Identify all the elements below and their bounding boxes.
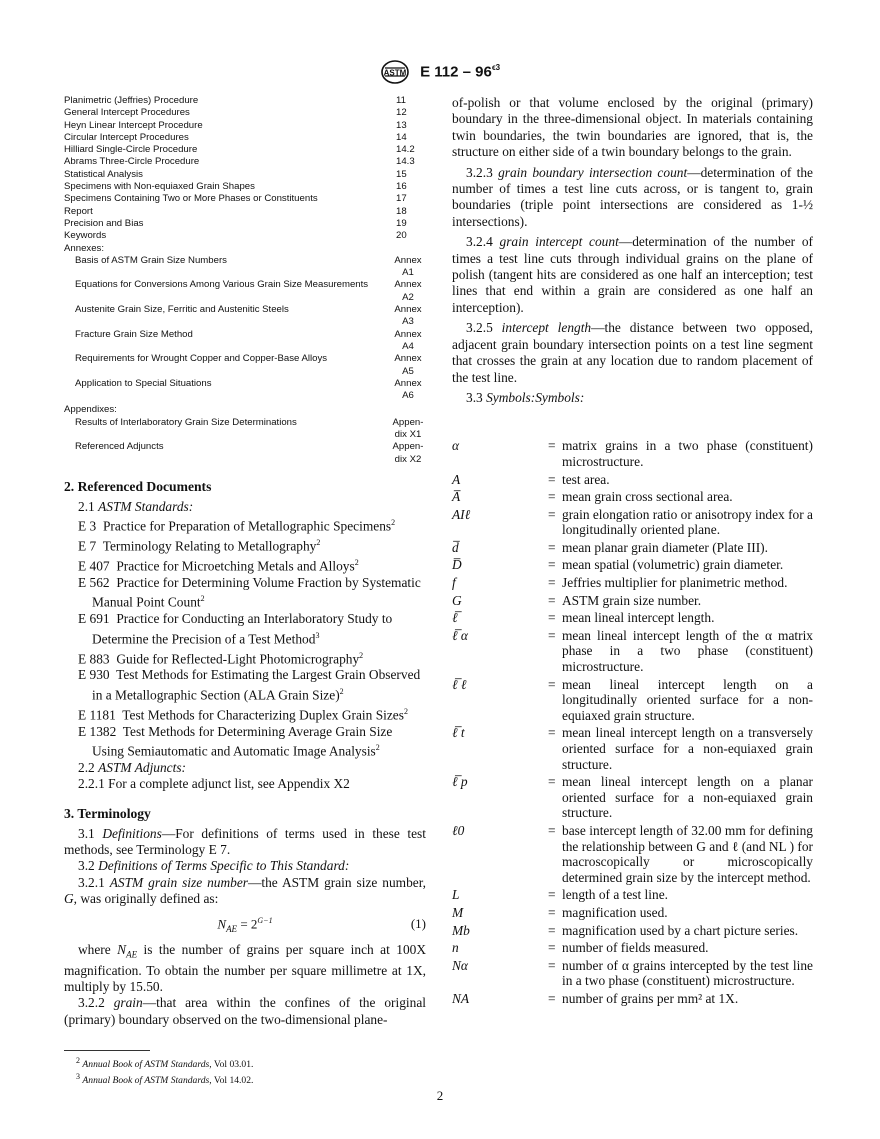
symbol-definition: number of α grains intercepted by the test line in a two phase (constituent) microstructure. xyxy=(562,957,813,989)
toc-annex-number xyxy=(390,304,426,329)
toc-title: Heyn Linear Intercept Procedure xyxy=(64,119,203,131)
equals-sign: = xyxy=(548,940,556,956)
equals-sign: = xyxy=(548,575,556,591)
para-3-2-1: 3.2.1 ASTM grain size number—the ASTM grain size number, G, was originally defined as: xyxy=(64,874,426,907)
symbol-definition: grain elongation ratio or anisotropy index for a longitudinally oriented plane. xyxy=(562,506,814,538)
reference-code: E 7 xyxy=(78,538,97,554)
reference-title: Terminology Relating to Metallography xyxy=(102,538,317,554)
toc-annex-num-line1: Annex xyxy=(394,328,422,340)
reference-footnote-mark: 3 xyxy=(315,630,320,640)
equals-sign: = xyxy=(548,887,556,903)
toc-row xyxy=(64,181,426,193)
symbol: AIℓ xyxy=(452,506,471,522)
astm-logo-icon xyxy=(380,60,410,84)
left-column xyxy=(64,95,426,1087)
toc-annex-title: Requirements for Wrought Copper and Copper-Base Alloys xyxy=(75,353,328,365)
equals-sign: = xyxy=(548,904,556,920)
toc-annex-row xyxy=(64,378,426,403)
reference-item xyxy=(64,535,426,555)
reference-item xyxy=(64,724,426,760)
toc-number: 17 xyxy=(396,193,407,205)
symbol: ℓ0 xyxy=(452,822,465,838)
toc-number: 16 xyxy=(396,181,407,193)
equals-sign: = xyxy=(548,774,556,790)
toc-title: Statistical Analysis xyxy=(64,168,143,180)
reference-title: Test Methods for Determining Average Grain Size Using Semiautomatic and Automatic Image Analysis xyxy=(92,723,393,759)
toc-title: Keywords xyxy=(64,230,107,242)
reference-item xyxy=(64,515,426,535)
toc-row xyxy=(64,120,426,132)
toc-row xyxy=(64,193,426,205)
toc-title: Report xyxy=(64,205,93,217)
symbol-definition: number of fields measured. xyxy=(562,940,709,956)
toc-annex-number xyxy=(390,353,426,378)
reference-footnote-mark: 2 xyxy=(403,706,408,716)
symbol-definition: magnification used. xyxy=(562,904,668,920)
toc-number: 13 xyxy=(396,119,407,131)
equals-sign: = xyxy=(548,957,556,973)
symbol: L xyxy=(452,887,460,903)
reference-footnote-mark: 2 xyxy=(200,594,205,604)
reference-item xyxy=(64,555,426,575)
reference-footnote-mark: 2 xyxy=(354,558,359,568)
symbol-definition: mean planar grain diameter (Plate III). xyxy=(562,539,768,555)
equals-sign: = xyxy=(548,822,556,838)
reference-title: Practice for Determining Volume Fraction by Systematic Manual Point Count xyxy=(92,574,421,610)
reference-item xyxy=(64,704,426,724)
toc-appendix-number xyxy=(390,417,426,442)
reference-item xyxy=(64,575,426,611)
toc-number: 11 xyxy=(396,95,406,106)
toc-appendix-num-line1: Appen- xyxy=(392,441,424,453)
symbol-definition: mean lineal intercept length on a planar oriented surface for a non-equiaxed grain structure. xyxy=(562,774,813,821)
toc-row xyxy=(64,169,426,181)
toc-number: 15 xyxy=(396,168,407,180)
toc-number: 14.3 xyxy=(396,156,415,168)
toc-appendix-title: Referenced Adjuncts xyxy=(75,441,164,453)
toc-number: 18 xyxy=(396,205,407,217)
toc-number: 19 xyxy=(396,217,407,229)
footnote-2: $^2$ Annual Book of ASTM Standards, Vol 03.01. xyxy=(76,1056,254,1071)
toc-annex-num-line1: Annex xyxy=(394,377,422,389)
para-3-3: 3.3 Symbols:Symbols: xyxy=(466,389,585,405)
equals-sign: = xyxy=(548,725,556,741)
toc-annex-number xyxy=(390,378,426,403)
table-of-contents xyxy=(64,95,426,466)
equals-sign: = xyxy=(548,557,556,573)
section-2-2: 2.2 ASTM Adjuncts: xyxy=(78,759,187,775)
toc-annex-title: Basis of ASTM Grain Size Numbers xyxy=(75,254,227,266)
toc-appendixes-label: Appendixes: xyxy=(64,404,117,416)
toc-appendix-num-line2: dix X2 xyxy=(394,453,422,465)
page-header xyxy=(0,60,880,84)
symbol-definition: length of a test line. xyxy=(562,887,668,903)
toc-annex-row xyxy=(64,279,426,304)
reference-item xyxy=(64,648,426,668)
section-2-2-1: 2.2.1 For a complete adjunct list, see Appendix X2 xyxy=(78,776,350,792)
toc-appendix-row xyxy=(64,441,426,466)
symbol-definition: mean lineal intercept length on a longitudinally oriented surface for a non-equiaxed grain structure. xyxy=(562,676,813,723)
symbols-table xyxy=(452,438,813,1008)
para-where: where $N_{AE}$ is the number of grains per square inch at 100X magnification. To obtain the number per square millimetre at 1X, multiply by 15.50. xyxy=(64,941,427,995)
toc-annex-num-line2: A6 xyxy=(402,390,414,402)
toc-appendix-num-line2: dix X1 xyxy=(394,429,422,441)
reference-footnote-mark: 2 xyxy=(391,518,396,528)
symbol: Nα xyxy=(452,957,468,973)
equals-sign: = xyxy=(548,539,556,555)
symbol: ℓ̅ ℓ xyxy=(452,676,467,692)
toc-title: Abrams Three-Circle Procedure xyxy=(64,156,200,168)
toc-annex-number xyxy=(390,329,426,354)
toc-annex-row xyxy=(64,304,426,329)
equals-sign: = xyxy=(548,506,556,522)
toc-annex-row xyxy=(64,353,426,378)
toc-row xyxy=(64,218,426,230)
toc-title: Specimens Containing Two or More Phases or Constituents xyxy=(64,193,318,205)
symbol-definition: base intercept length of 32.00 mm for defining the relationship between G and ℓ (and NL ) for macroscopically or microscopically determined grain size by the intercept method. xyxy=(562,822,813,885)
toc-row xyxy=(64,230,426,242)
reference-list xyxy=(64,515,426,760)
para-3-1: 3.1 Definitions—For definitions of terms used in these test methods, see Terminology E 7. xyxy=(64,825,426,858)
symbol: ℓ̅ α xyxy=(452,627,468,643)
symbol: A̅ xyxy=(452,489,461,505)
equals-sign: = xyxy=(548,471,556,487)
para-3-2-2: 3.2.2 grain—that area within the confines of the original (primary) boundary observed on the two-dimensional plane- xyxy=(64,995,426,1027)
symbol-definition: number of grains per mm² at 1X. xyxy=(562,990,739,1006)
reference-title: Test Methods for Estimating the Largest Grain Observed in a Metallographic Section (ALA Grain Size) xyxy=(92,667,421,703)
toc-annex-num-line2: A4 xyxy=(402,340,414,352)
symbol: ℓ̅ t xyxy=(452,725,465,741)
toc-appendix-number xyxy=(390,441,426,466)
toc-number: 14 xyxy=(396,131,407,143)
toc-appendix-num-line1: Appen- xyxy=(392,416,424,428)
symbol-definition: mean spatial (volumetric) grain diameter. xyxy=(562,557,784,573)
toc-title: General Intercept Procedures xyxy=(64,107,190,119)
toc-row xyxy=(64,156,426,168)
symbol-definition: magnification used by a chart picture series. xyxy=(562,922,799,938)
reference-footnote-mark: 2 xyxy=(339,686,344,696)
reference-code: E 883 xyxy=(78,650,110,666)
symbol: D̅ xyxy=(452,557,462,573)
equals-sign: = xyxy=(548,990,556,1006)
toc-number: 12 xyxy=(396,107,407,119)
equation-number: (1) xyxy=(410,915,426,931)
page-number: 2 xyxy=(436,1088,444,1103)
equals-sign: = xyxy=(548,922,556,938)
symbol-definition: test area. xyxy=(562,471,610,487)
toc-title: Hilliard Single-Circle Procedure xyxy=(64,144,198,156)
symbol-definition: mean lineal intercept length of the α matrix phase in a two phase (constituent) microstructure. xyxy=(562,627,813,675)
footnote-3: $^3$ Annual Book of ASTM Standards, Vol 14.02. xyxy=(76,1072,254,1087)
reference-item xyxy=(64,611,426,647)
para-3-2-4: 3.2.4 grain intercept count—determination of the number of times a test line cuts through individual grains on the plane of polish (tangent hits are considered as one half an interception; test lines that end within a grain are considered as one half an interception). xyxy=(452,234,813,315)
footnote-rule xyxy=(64,1050,150,1051)
symbol: f xyxy=(452,575,456,591)
para-3-2-5: 3.2.5 intercept length—the distance between two opposed, adjacent grain boundary intersection points on a test line segment that crosses the grain at any location due to random placement of the test line. xyxy=(452,320,813,385)
symbol-definition: mean lineal intercept length on a transversely oriented surface for a non-equiaxed grain structure. xyxy=(562,725,813,772)
reference-code: E 562 xyxy=(78,574,110,590)
toc-annex-num-line1: Annex xyxy=(394,279,422,291)
toc-row xyxy=(64,95,426,107)
reference-code: E 1181 xyxy=(78,707,116,723)
symbol: G xyxy=(452,592,462,608)
symbol: NA xyxy=(452,990,470,1006)
para-3-2-2-cont: of-polish or that volume enclosed by the original (primary) boundary in the three-dimensional object. In materials containing twin boundaries, the twin boundaries are ignored, that is, the structure on either side of a twin boundary belongs to the grain. xyxy=(452,95,813,160)
symbol: α xyxy=(452,438,460,454)
equals-sign: = xyxy=(548,676,556,692)
toc-title: Circular Intercept Procedures xyxy=(64,131,189,143)
reference-code: E 1382 xyxy=(78,723,117,739)
epsilon-note: ϵ3 xyxy=(491,62,501,72)
symbol-definition: Jeffries multiplier for planimetric method. xyxy=(562,575,788,591)
reference-code: E 930 xyxy=(78,667,110,683)
right-column xyxy=(452,95,813,1009)
toc-number: 20 xyxy=(396,230,407,242)
equals-sign: = xyxy=(548,627,556,643)
reference-footnote-mark: 2 xyxy=(359,650,364,660)
reference-title: Guide for Reflected-Light Photomicrography xyxy=(116,650,360,666)
toc-annex-row xyxy=(64,255,426,280)
reference-footnote-mark: 2 xyxy=(316,538,321,548)
equals-sign: = xyxy=(548,592,556,608)
section-3-heading: 3. Terminology xyxy=(64,805,151,821)
toc-annex-title: Application to Special Situations xyxy=(75,377,212,389)
toc-annexes-label: Annexes: xyxy=(64,242,105,254)
symbol: Mb xyxy=(452,922,470,938)
symbol: ℓ̅ p xyxy=(452,774,468,790)
equals-sign: = xyxy=(548,489,556,505)
symbol: d̅ xyxy=(452,539,459,555)
symbol: M xyxy=(452,904,464,920)
toc-annex-title: Fracture Grain Size Method xyxy=(75,328,193,340)
toc-title: Precision and Bias xyxy=(64,217,144,229)
reference-footnote-mark: 2 xyxy=(375,742,380,752)
reference-code: E 407 xyxy=(78,558,110,574)
toc-appendix-title: Results of Interlaboratory Grain Size Determinations xyxy=(75,416,297,428)
symbol: A xyxy=(452,471,461,487)
equation-1: $N_{AE} = 2^{G-1}$ (1) xyxy=(217,915,426,934)
symbol: ℓ̅ xyxy=(452,610,458,626)
toc-number: 14.2 xyxy=(396,144,415,156)
section-2-heading: 2. Referenced Documents xyxy=(64,478,212,494)
reference-code: E 691 xyxy=(78,611,110,627)
symbol-definition: matrix grains in a two phase (constituent) microstructure. xyxy=(562,438,813,469)
toc-annex-title: Equations for Conversions Among Various Grain Size Measurements xyxy=(75,279,369,291)
toc-annex-num-line2: A1 xyxy=(402,267,414,279)
reference-title: Test Methods for Characterizing Duplex Grain Sizes xyxy=(122,707,404,723)
toc-annex-num-line2: A5 xyxy=(402,365,414,377)
toc-row xyxy=(64,206,426,218)
toc-appendix-row xyxy=(64,417,426,442)
toc-annex-num-line2: A3 xyxy=(402,316,414,328)
equals-sign: = xyxy=(548,438,556,454)
symbol-definition: mean grain cross sectional area. xyxy=(562,489,733,505)
section-2-1: 2.1 ASTM Standards: xyxy=(78,498,194,514)
equals-sign: = xyxy=(548,610,556,626)
toc-annex-num-line2: A2 xyxy=(402,291,414,303)
toc-row xyxy=(64,132,426,144)
symbol-definition: mean lineal intercept length. xyxy=(562,610,715,626)
symbol: n xyxy=(452,940,459,956)
reference-code: E 3 xyxy=(78,518,97,534)
toc-annex-number xyxy=(390,279,426,304)
para-3-2: 3.2 Definitions of Terms Specific to This Standard: xyxy=(78,858,350,874)
toc-row xyxy=(64,107,426,119)
toc-annex-num-line1: Annex xyxy=(394,304,422,316)
reference-item xyxy=(64,667,426,703)
toc-annex-row xyxy=(64,329,426,354)
symbol-definition: ASTM grain size number. xyxy=(562,592,702,608)
para-3-2-3: 3.2.3 grain boundary intersection count—determination of the number of times a test line cuts across, or is tangent to, grain boundaries (triple point intersections are considered as 1-½ intersections). xyxy=(452,164,813,229)
toc-row xyxy=(64,144,426,156)
reference-title: Practice for Preparation of Metallographic Specimens xyxy=(102,518,392,534)
toc-title: Specimens with Non-equiaxed Grain Shapes xyxy=(64,181,255,193)
toc-annex-num-line1: Annex xyxy=(394,353,422,365)
svg-text:ASTM: ASTM xyxy=(383,68,407,78)
toc-annex-number xyxy=(390,255,426,280)
toc-annex-num-line1: Annex xyxy=(394,254,422,266)
toc-annex-title: Austenite Grain Size, Ferritic and Austenitic Steels xyxy=(75,304,289,316)
reference-title: Practice for Conducting an Interlaboratory Study to Determine the Precision of a Test Method xyxy=(92,611,393,647)
reference-title: Practice for Microetching Metals and Alloys xyxy=(116,558,355,574)
toc-title: Planimetric (Jeffries) Procedure xyxy=(64,95,199,106)
designation: E 112 – 96 xyxy=(420,63,492,81)
